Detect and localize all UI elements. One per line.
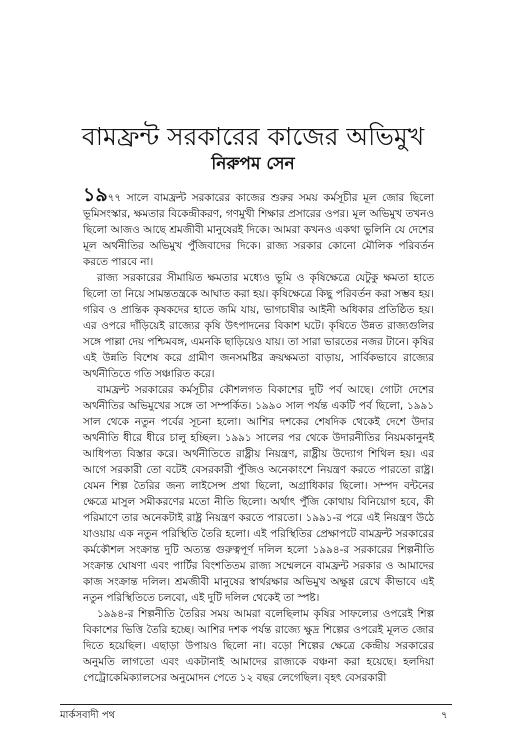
body-paragraph: বামফ্রন্ট সরকারের কর্মসূচীর কৌশলগত বিকাশের দুটি পর্ব আছে। গোটা দেশের অর্থনীতির অভিমুখের সঙ্গে তা সম্পর্কিত। ১৯৯০ সাল পর্যন্ত একটি পর্ব ছিলো, ১৯৯১ সাল থেকে নতুন পর্বের সূচনা হলো। আশির দশকের শেষদিক থেকেই দেশে উদার অর্থনীতি ধীরে ধীরে চালু হচ্ছিল। ১৯৯১ সালের পর থেকে উদারনীতির নিয়মকানুনই আধিপত্য বিস্তার করে। অর্থনীতিতে রাষ্ট্রীয় নিয়ন্ত্রণ, রাষ্ট্রীয় উদ্যোগ শিথিল হয়। এর আগে সরকারী তো বটেই বেসরকারী পুঁজিও অনেকাংশে নিয়ন্ত্রণ করতে পারতো রাষ্ট্র। যেমন শিল্প তৈরির জন্য লাইসেন্স প্রথা ছিলো, অগ্রাধিকার ছিলো। সম্পদ বন্টনের ক্ষেত্রে মাসুল সমীকরণের মতো নীতি ছিলো। অর্থাৎ পুঁজি কোথায় বিনিয়োগ হবে, কী পরিমাণে তার অনেকটাই রাষ্ট্র নিয়ন্ত্রণ করতে পারতো। ১৯৯১-র পরে এই নিয়ন্ত্রণ উঠে যাওয়ায় এক নতুন পরিস্থিতি তৈরি হলো। এই পরিস্থিতির প্রেক্ষাপটে বামফ্রন্ট সরকারের কর্মকৌশল সংক্রান্ত দুটি অত্যন্ত গুরুত্বপূর্ণ দলিল হলো ১৯৯৪-র সরকারের শিল্পনীতি সংক্রান্ত ঘোষণা এবং পার্টির বিংশতিতম রাজ্য সম্মেলনে বামফ্রন্ট সরকার ও আমাদের কাজ সংক্রান্ত দলিল। শ্রমজীবী মানুষের স্বার্থরক্ষার অভিমুখ অক্ষুণ্ণ রেখে কীভাবে এই নতুন পরিস্থিতিতে চলবো, এই দুটি দলিল থেকেই তা স্পষ্ট।: [83, 384, 434, 604]
article-body: [83, 184, 434, 686]
article-title: বামফ্রন্ট সরকারের কাজের অভিমুখ: [81, 122, 425, 151]
paragraph-text: ৭৭ সালে বামফ্রন্ট সরকারের কাজের শুরুর সময় কর্মসূচীর মূল জোর ছিলো ভূমিসংস্কার, ক্ষমতার বিকেন্দ্রীকরণ, গণমুখী শিক্ষার প্রসারের ওপর। মূল অভিমুখ তখনও ছিলো আজও আছে শ্রমজীবী মানুষেরই দিকে। আমরা কখনও একথা ভুলিনি যে দেশের মূল অর্থনীতির অভিমুখ পুঁজিবাদের দিকে। রাজ্য সরকার কোনো মৌলিক পরিবর্তন করতে পারবে না।: [83, 192, 434, 268]
footer-divider: [60, 704, 452, 705]
drop-cap: ১৯: [83, 184, 108, 206]
body-paragraph: [83, 184, 434, 270]
page-number: ৭: [441, 710, 448, 721]
article-author: নিরুপম সেন: [211, 154, 295, 174]
footer-publication: মার্কসবাদী পথ: [60, 710, 116, 721]
body-paragraph: রাজ্য সরকারের সীমায়িত ক্ষমতার মধ্যেও ভূমি ও কৃষিক্ষেত্রে যেটুকু ক্ষমতা হাতে ছিলো তা নিয়ে সামন্ততন্ত্রকে আঘাত করা হয়। কৃষিক্ষেত্রে কিছু পরিবর্তন করা সম্ভব হয়। গরিব ও প্রান্তিক কৃষকদের হাতে জমি যায়, ভাগচাষীর আইনী অধিকার প্রতিষ্ঠিত হয়। এর ওপরে দাঁড়িয়েই রাজ্যের কৃষি উৎপাদনের বিকাশ ঘটে। কৃষিতে উন্নত রাজ্যগুলির সঙ্গে পাল্লা দেয় পশ্চিমবঙ্গ, এমনকি ছাড়িয়েও যায়। তা সারা ভারতের নজর টানে। কৃষির এই উন্নতি বিশেষ করে গ্রামীণ জনসমষ্টির ক্রয়ক্ষমতা বাড়ায়, সার্বিকভাবে রাজ্যের অর্থনীতিতে গতি সঞ্চারিত করে।: [83, 272, 434, 380]
body-paragraph: ১৯৯৪-র শিল্পনীতি তৈরির সময় আমরা বলেছিলাম কৃষির সাফল্যের ওপরেই শিল্প বিকাশের ভিত্তি তৈরি হচ্ছে। আশির দশক পর্যন্ত রাজ্যে ক্ষুদ্র শিল্পের ওপরেই মূলত জোর দিতে হয়েছিল। এছাড়া উপায়ও ছিলো না। বড়ো শিল্পের ক্ষেত্রে কেন্দ্রীয় সরকারের অনুমতি লাগতো এবং একটানাই আমাদের রাজ্যকে বঞ্চনা করা হয়েছে। হলদিয়া পেট্রোকেমিক্যালসের অনুমোদন পেতে ১২ বছর লেগেছিল। বৃহৎ বেসরকারী: [83, 608, 434, 684]
